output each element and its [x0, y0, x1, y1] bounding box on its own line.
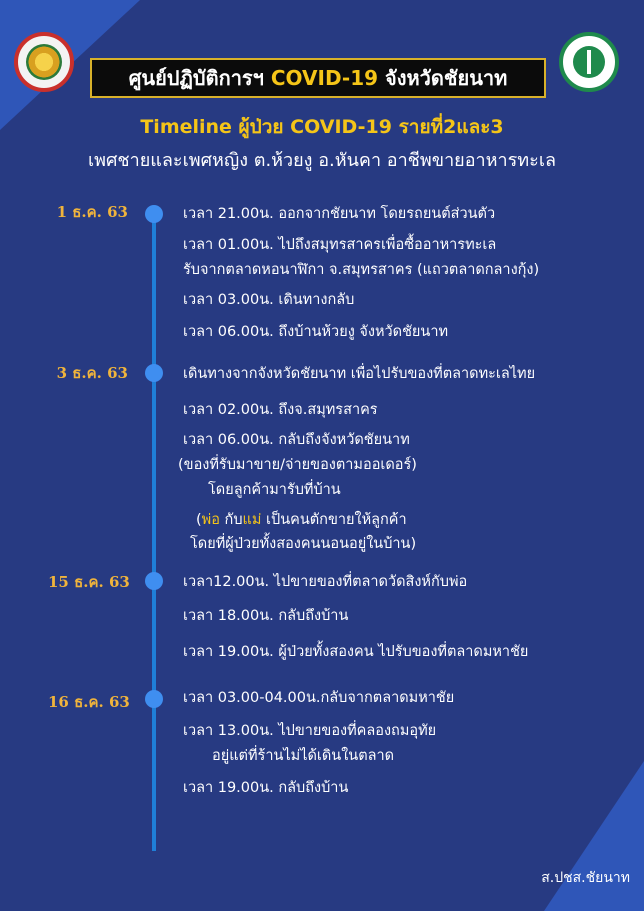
event-item: (ของที่รับมาขาย/จ่ายของตามออเดอร์) [178, 457, 417, 473]
event-item: อยู่แต่ที่ร้านไม่ได้เดินในตลาด [212, 748, 395, 764]
event-text: เป็นคนตักขายให้ลูกค้า [261, 512, 407, 528]
event-item: เวลา 03.00น. เดินทางกลับ [183, 292, 355, 308]
title-suffix: จังหวัดชัยนาท [378, 66, 508, 90]
page-title [90, 58, 546, 98]
event-item: โดยลูกค้ามารับที่บ้าน [208, 482, 341, 498]
father-label: พ่อ [201, 512, 220, 528]
event-item: เวลา 13.00น. ไปขายของที่คลองถมอุทัย [183, 723, 437, 739]
timeline-dot-3 [145, 572, 163, 590]
event-item: เดินทางจากจังหวัดชัยนาท เพื่อไปรับของที่ตลาดทะเลไทย [183, 366, 536, 382]
date-label-2: 3 ธ.ค. 63 [56, 364, 128, 382]
event-item: โดยที่ผู้ป่วยทั้งสองคนนอนอยู่ในบ้าน) [190, 536, 417, 552]
title-prefix: ศูนย์ปฏิบัติการฯ [128, 66, 271, 90]
event-item: เวลา12.00น. ไปขายของที่ตลาดวัดสิงห์กับพ่อ [183, 574, 468, 590]
title-highlight: COVID-19 [270, 66, 379, 90]
patient-description: เพศชายและเพศหญิง ต.ห้วยงู อ.หันคา อาชีพขายอาหารทะเล [87, 150, 557, 171]
event-item: เวลา 19.00น. กลับถึงบ้าน [183, 780, 349, 796]
event-item: เวลา 01.00น. ไปถึงสมุทรสาครเพื่อซื้ออาหารทะเล [183, 237, 497, 253]
chainat-province-seal-icon [14, 32, 74, 92]
event-item: เวลา 02.00น. ถึงจ.สมุทรสาคร [183, 402, 378, 418]
mother-label: แม่ [242, 512, 262, 528]
event-text: ( [196, 512, 202, 528]
event-item-parents [196, 508, 407, 532]
timeline-line [152, 206, 156, 851]
date-label-3: 15 ธ.ค. 63 [48, 573, 130, 591]
event-item: เวลา 03.00-04.00น.กลับจากตลาดมหาชัย [183, 690, 455, 706]
ministry-of-public-health-logo-icon [559, 32, 619, 92]
event-item: รับจากตลาดหอนาฬิกา จ.สมุทรสาคร (แถวตลาดกลางกุ้ง) [183, 262, 540, 278]
event-item: เวลา 06.00น. ถึงบ้านห้วยงู จังหวัดชัยนาท [183, 324, 449, 340]
timeline-dot-4 [145, 690, 163, 708]
date-label-1: 1 ธ.ค. 63 [56, 203, 128, 221]
event-item: เวลา 06.00น. กลับถึงจังหวัดชัยนาท [183, 432, 410, 448]
event-item: เวลา 21.00น. ออกจากชัยนาท โดยรถยนต์ส่วนตัว [183, 206, 496, 222]
event-text: กับ [219, 512, 243, 528]
timeline-dot-2 [145, 364, 163, 382]
timeline-subtitle: Timeline ผู้ป่วย COVID-19 รายที่2และ3 [140, 116, 504, 138]
date-label-4: 16 ธ.ค. 63 [48, 693, 130, 711]
timeline-dot-1 [145, 205, 163, 223]
event-item: เวลา 19.00น. ผู้ป่วยทั้งสองคน ไปรับของที่ตลาดมหาชัย [183, 644, 529, 660]
footer-credit: ส.ปชส.ชัยนาท [541, 870, 630, 886]
event-item: เวลา 18.00น. กลับถึงบ้าน [183, 608, 349, 624]
